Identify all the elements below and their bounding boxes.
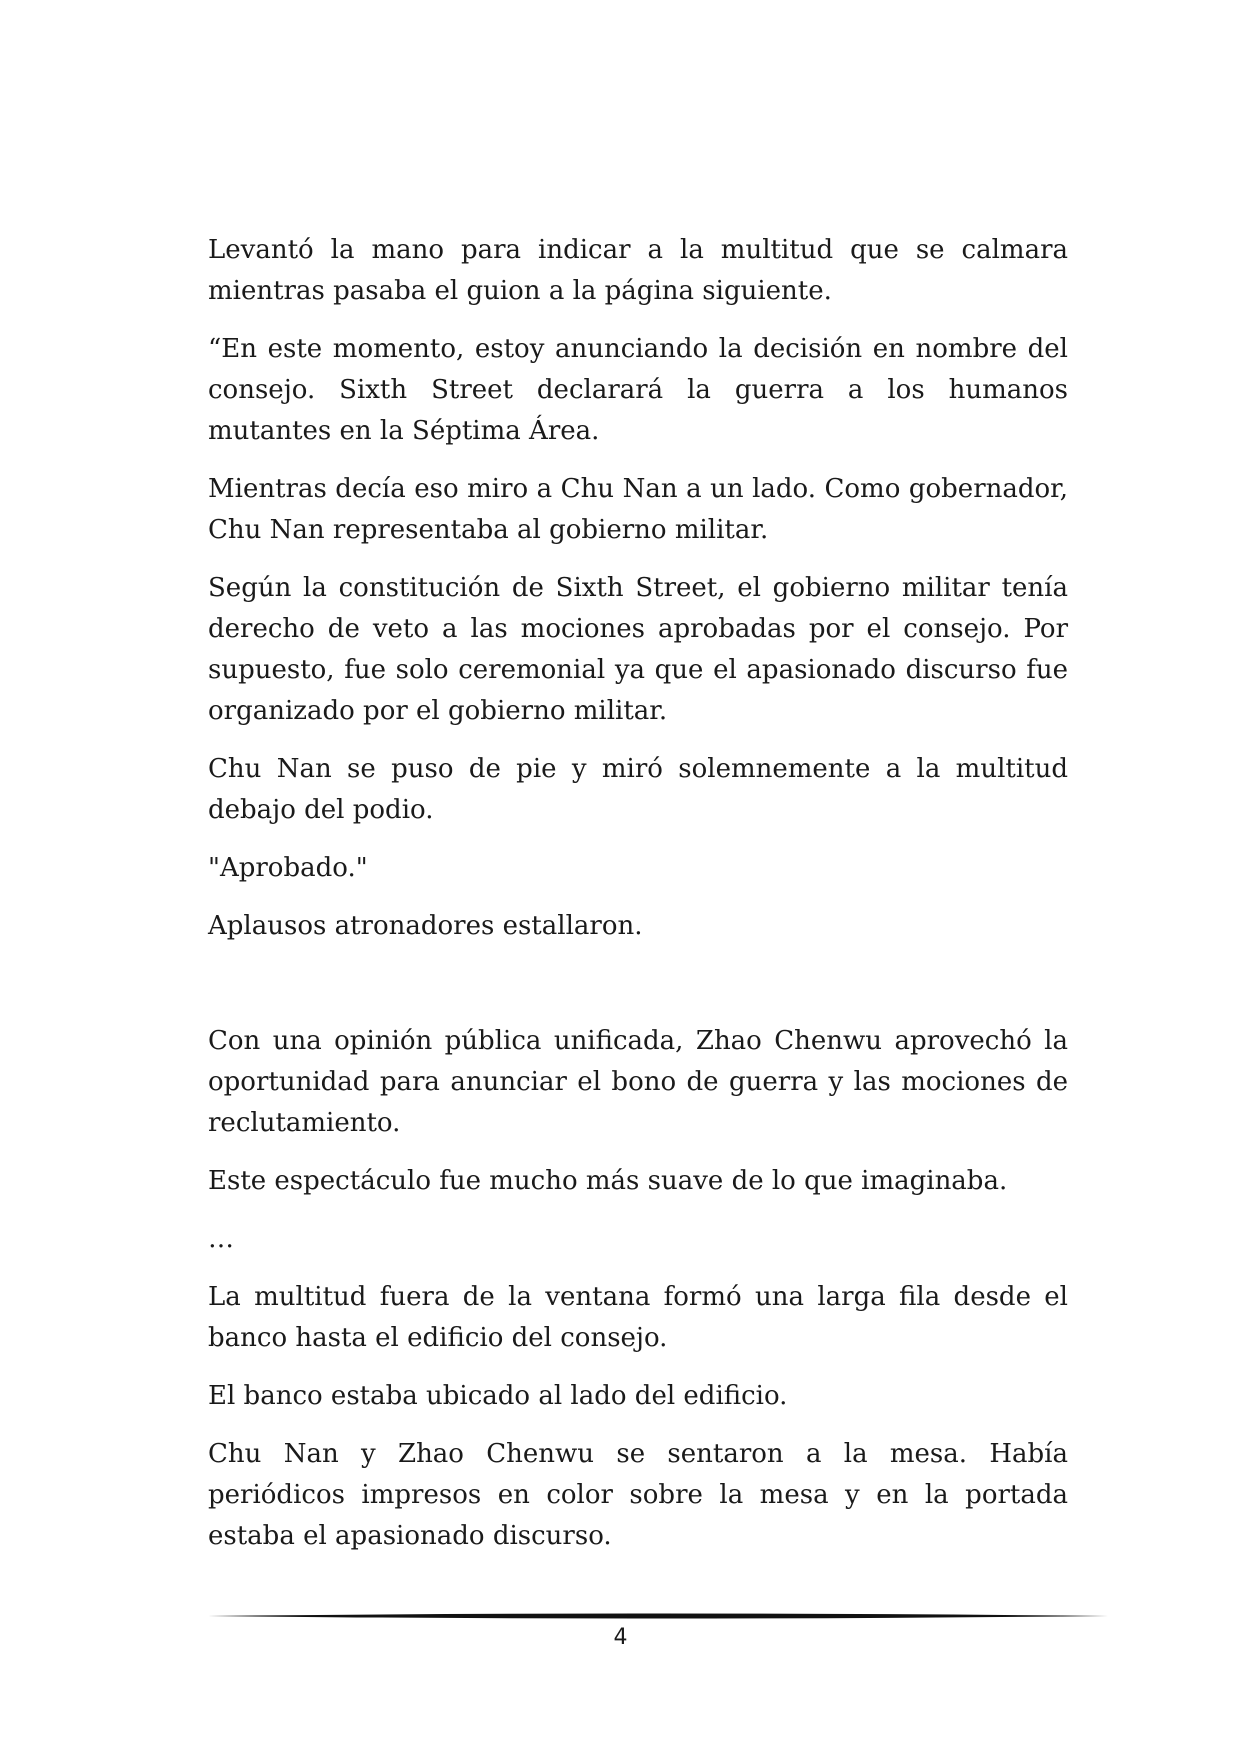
page-number: 4: [613, 1625, 628, 1650]
paragraph: Chu Nan se puso de pie y miró solemnemente a la multitud debajo del podio.: [208, 754, 1068, 825]
paragraph: Aplausos atronadores estallaron.: [208, 911, 643, 941]
paragraph: "Aprobado.": [208, 853, 368, 883]
paragraph: La multitud fuera de la ventana formó una larga fila desde el banco hasta el edificio del consejo.: [208, 1282, 1068, 1353]
paragraph: Chu Nan y Zhao Chenwu se sentaron a la mesa. Había periódicos impresos en color sobre la mesa y en la portada estaba el apasionado discurso.: [208, 1439, 1068, 1551]
footer-rule: [208, 1611, 1108, 1621]
paragraph: …: [208, 1224, 234, 1254]
paragraph: Con una opinión pública unificada, Zhao Chenwu aprovechó la oportunidad para anunciar el bono de guerra y las mociones de reclutamiento.: [208, 1026, 1068, 1138]
paragraph: Este espectáculo fue mucho más suave de lo que imaginaba.: [208, 1166, 1008, 1196]
paragraph: “En este momento, estoy anunciando la decisión en nombre del consejo. Sixth Street declarará la guerra a los humanos mutantes en la Séptima Área.: [208, 334, 1068, 446]
paragraph: Según la constitución de Sixth Street, el gobierno militar tenía derecho de veto a las mociones aprobadas por el consejo. Por supuesto, fue solo ceremonial ya que el apasionado discurso fue organizado por el gobierno militar.: [208, 573, 1068, 726]
paragraph: El banco estaba ubicado al lado del edificio.: [208, 1381, 788, 1411]
paragraph: Mientras decía eso miro a Chu Nan a un lado. Como gobernador, Chu Nan representaba al gobierno militar.: [208, 474, 1068, 545]
section-break: [208, 964, 1068, 1021]
body-text: [208, 230, 1068, 1574]
paragraph: Levantó la mano para indicar a la multitud que se calmara mientras pasaba el guion a la página siguiente.: [208, 235, 1068, 306]
